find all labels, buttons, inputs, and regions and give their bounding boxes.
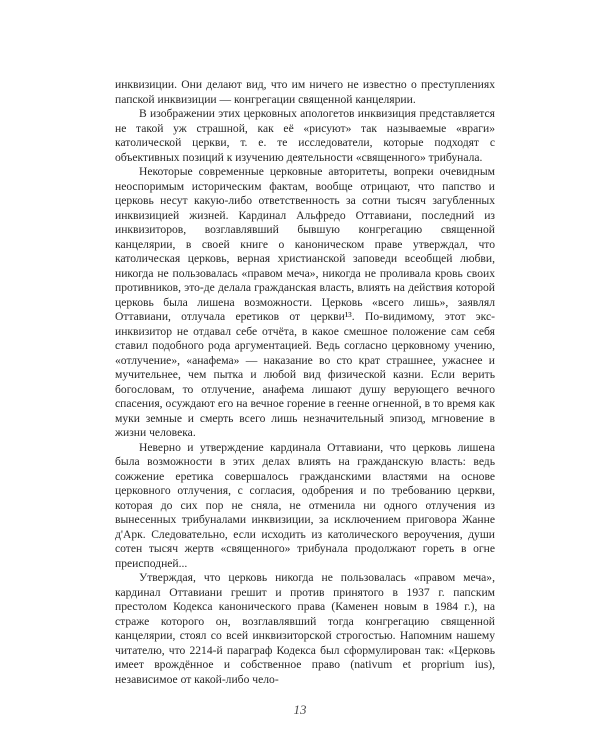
page-number: 13 bbox=[293, 702, 307, 717]
paragraph-1: инквизиции. Они делают вид, что им ничего не известно о преступлениях папской инквизиции — конгрегации священной канцелярии. bbox=[115, 78, 495, 106]
text-column bbox=[115, 78, 495, 687]
paragraph-2: В изображении этих церковных апологетов инквизиция представляется не такой уж страшной, как её «рисуют» так называемые «враги» католической церкви, т. е. те исследователи, которые подходят с объективных позиций к изучению деятельности «священного» трибунала. bbox=[115, 107, 495, 164]
paragraph-4: Неверно и утверждение кардинала Оттавиани, что церковь лишена была возможности в этих делах влиять на гражданскую власть: ведь сожжение еретика совершалось гражданскими властями на основе церковного отлучения, с согласия, одобрения и по требованию церкви, которая до сих пор не сняла, не отменила ни одного отлучения из вынесенных трибуналами инквизиции, за исключением приговора Жанне д'Арк. Следовательно, если исходить из католического вероучения, души сотен тысяч жертв «священного» трибунала продолжают гореть в огне преисподней... bbox=[115, 440, 495, 570]
paragraph-5: Утверждая, что церковь никогда не пользовалась «правом меча», кардинал Оттавиани грешит и против принятого в 1937 г. папским престолом Кодекса канонического права (Каменен новым в 1984 г.), на страже которого он, возглавлявший тогда конгрегацию священной канцелярии, стоял со всей инквизиторской строгостью. Напомним нашему читателю, что 2214-й параграф Кодекса был сформулирован так: «Церковь имеет врождённое и собственное право (nativum et proprium ius), независимое от какой-либо чело- bbox=[115, 571, 495, 686]
paragraph-3: Некоторые современные церковные авторитеты, вопреки очевидным неоспоримым историческим фактам, вообще отрицают, что папство и церковь несут какую-либо ответственность за сотни тысяч загубленных инквизицией жизней. Кардинал Альфредо Оттавиани, последний из инквизиторов, возглавлявший бывшую конгрегацию священной канцелярии, в своей книге о каноническом праве утверждал, что католическая церковь, верная христианской заповеди всеобщей любви, никогда не пользовалась «правом меча», никогда не проливала кровь своих противников, это-де делала гражданская власть, влиять на действия которой церковь была лишена возможности. Церковь «всего лишь», заявлял Оттавиани, отлучала еретиков от церкви¹³. По-видимому, этот экс-инквизитор не отдавал себе отчёта, в какое смешное положение сам себя ставил подобного рода аргументацией. Ведь согласно церковному учению, «отлучение», «анафема» — наказание во сто крат страшнее, ужаснее и мучительнее, чем пытка и любой вид физической казни. Если верить богословам, то отлучение, анафема лишают душу верующего вечного спасения, осуждают его на вечное горение в геенне огненной, в то время как муки земные и смерть всего лишь незначительный эпизод, мгновение в жизни человека. bbox=[115, 165, 495, 439]
